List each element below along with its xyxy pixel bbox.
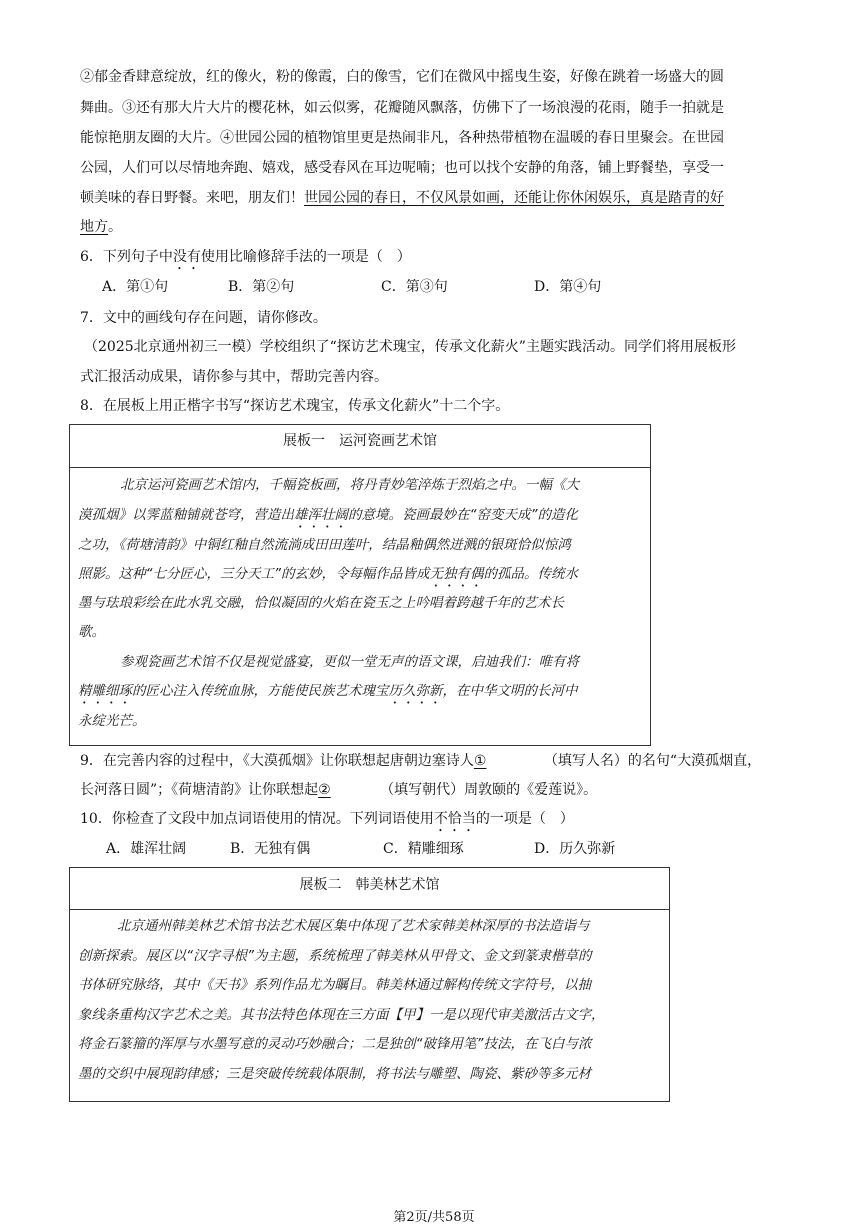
board-text: 的孤品。传统水 bbox=[483, 566, 578, 582]
passage-text: 。 bbox=[108, 219, 122, 235]
option-d[interactable]: D．第④句 bbox=[534, 279, 602, 295]
stem-text: 使用比喻修辞手法的一项是（ ） bbox=[200, 249, 411, 265]
passage-line: ②郁金香肆意绽放，红的像火，粉的像霞，白的像雪，它们在微风中摇曳生姿，好像在跳着一场盛大的圆 bbox=[80, 69, 724, 85]
option-c[interactable]: C．精雕细琢 bbox=[383, 841, 464, 857]
dotted-word-jingdiaoxizhuo: 精雕细琢 bbox=[78, 683, 132, 699]
board-text: 的意境。瓷画最妙在“窑变天成”的造化 bbox=[348, 507, 578, 523]
stem-text: 的一项是（ ） bbox=[475, 811, 574, 827]
passage-line: 舞曲。③还有那大片大片的樱花林，如云似雾，花瓣随风飘落，仿佛下了一场浪漫的花雨，随手一拍就是 bbox=[80, 100, 724, 116]
stem-text: （填写人名）的名句“大漠孤烟直， bbox=[543, 753, 762, 769]
option-d[interactable]: D．历久弥新 bbox=[534, 841, 616, 857]
passage-line bbox=[80, 217, 122, 237]
emphasis-word: 没有 bbox=[172, 249, 201, 265]
board-text: 的匠心注入传统血脉，方能使民族艺术瑰宝 bbox=[132, 683, 389, 699]
option-b[interactable]: B．第②句 bbox=[228, 279, 295, 295]
answer-blank-1[interactable]: ① bbox=[473, 753, 487, 769]
underlined-sentence: 世园公园的春日，不仅风景如画，还能让你休闲娱乐，真是踏青的好 bbox=[304, 190, 724, 206]
board-text: 照影。这种“七分匠心，三分天工”的玄妙，令每幅作品皆成 bbox=[78, 566, 430, 582]
board-one-line bbox=[78, 564, 578, 590]
section-intro: （2025北京通州初三一模）学校组织了“探访艺术瑰宝，传承文化薪火”主题实践活动。同学们将用展板形 bbox=[84, 339, 736, 355]
board-two-line: 书体研究脉络，其中《天书》系列作品尤为瞩目。韩美林通过解构传统文字符号，以抽 bbox=[78, 977, 591, 993]
option-b[interactable]: B．无独有偶 bbox=[230, 841, 311, 857]
board-one-line: 歌。 bbox=[78, 624, 105, 640]
option-a[interactable]: A．雄浑壮阔 bbox=[106, 841, 187, 857]
question-9-line bbox=[80, 780, 597, 800]
underlined-sentence-end: 地方 bbox=[80, 219, 108, 235]
passage-line: 公园，人们可以尽情地奔跑、嬉戏，感受春风在耳边呢喃；也可以找个安静的角落，铺上野餐垫，享受一 bbox=[80, 160, 724, 176]
dotted-word-xionghunzhuangkuo: 雄浑壮阔 bbox=[294, 507, 348, 523]
stem-text: 10．你检查了文段中加点词语使用的情况。下列词语使用 bbox=[80, 811, 434, 827]
board-one-title: 展板一 运河瓷画艺术馆 bbox=[70, 425, 650, 468]
stem-text: 6．下列句子中 bbox=[80, 249, 173, 265]
dotted-word-lijiumixin: 历久弥新 bbox=[388, 683, 443, 699]
question-6-stem bbox=[80, 247, 411, 273]
section-intro: 式汇报活动成果，请你参与其中，帮助完善内容。 bbox=[80, 369, 388, 385]
board-two-title: 展板二 韩美林艺术馆 bbox=[70, 868, 669, 910]
board-one-line: 永绽光芒。 bbox=[78, 713, 146, 729]
passage-text: 顿美味的春日野餐。来吧，朋友们！ bbox=[80, 190, 304, 206]
dotted-word-wuduyouou: 无独有偶 bbox=[429, 566, 484, 582]
board-two-line: 墨的交织中展现韵律感；三是突破传统载体限制，将书法与雕塑、陶瓷、紫砂等多元材 bbox=[78, 1066, 591, 1082]
board-one-line bbox=[78, 681, 578, 707]
option-a[interactable]: A．第①句 bbox=[102, 279, 169, 295]
question-8-stem: 8．在展板上用正楷字书写“探访艺术瑰宝，传承文化薪火”十二个字。 bbox=[80, 398, 510, 414]
board-text: 漠孤烟》以霁蓝釉铺就苍穹，营造出 bbox=[78, 507, 294, 523]
board-two-line: 象线条重构汉字艺术之美。其书法特色体现在三方面【甲】一是以现代审美激活古文字， bbox=[78, 1007, 605, 1023]
board-one-line bbox=[78, 505, 578, 531]
board-text: ，在中华文明的长河中 bbox=[442, 683, 578, 699]
option-c[interactable]: C．第③句 bbox=[381, 279, 448, 295]
emphasis-word: 不恰当 bbox=[433, 811, 476, 827]
board-two-line: 将金石篆籀的浑厚与水墨写意的灵动巧妙融合；二是独创“破锋用笔”技法，在飞白与浓 bbox=[78, 1036, 592, 1052]
page-number: 第2页/共58页 bbox=[393, 1210, 475, 1225]
board-one-line: 北京运河瓷画艺术馆内，千幅瓷板画，将丹青妙笔淬炼于烈焰之中。一幅《大 bbox=[120, 477, 579, 493]
passage-line: 能惊艳朋友圈的大片。④世园公园的植物馆里更是热闹非凡，各种热带植物在温暖的春日里聚会。在世园 bbox=[80, 130, 724, 146]
question-9-line bbox=[80, 751, 761, 771]
stem-text: 9．在完善内容的过程中，《大漠孤烟》让你联想起唐朝边塞诗人 bbox=[80, 753, 474, 769]
stem-text: 长河落日圆”；《荷塘清韵》让你联想起 bbox=[80, 782, 319, 798]
passage-line bbox=[80, 188, 724, 208]
board-two-line: 北京通州韩美林艺术馆书法艺术展区集中体现了艺术家韩美林深厚的书法造诣与 bbox=[117, 918, 590, 934]
board-one-line: 参观瓷画艺术馆不仅是视觉盛宴，更似一堂无声的语文课，启迪我们：唯有将 bbox=[120, 654, 579, 670]
board-one-line: 之功，《荷塘清韵》中铜红釉自然流淌成田田莲叶，结晶釉偶然迸溅的银斑恰似惊鸿 bbox=[78, 537, 571, 553]
stem-text: （填写朝代）周敦颐的《爱莲说》。 bbox=[380, 782, 598, 798]
question-7-stem: 7．文中的画线句存在问题，请你修改。 bbox=[80, 310, 327, 326]
board-two-line: 创新探索。展区以“汉字寻根”为主题，系统梳理了韩美林从甲骨文、金文到篆隶楷草的 bbox=[78, 948, 592, 964]
answer-blank-2[interactable]: ② bbox=[318, 782, 331, 798]
board-one-line: 墨与珐琅彩绘在此水乳交融，恰似凝固的火焰在瓷玉之上吟唱着跨越千年的艺术长 bbox=[78, 595, 564, 611]
question-10-stem bbox=[80, 809, 574, 835]
